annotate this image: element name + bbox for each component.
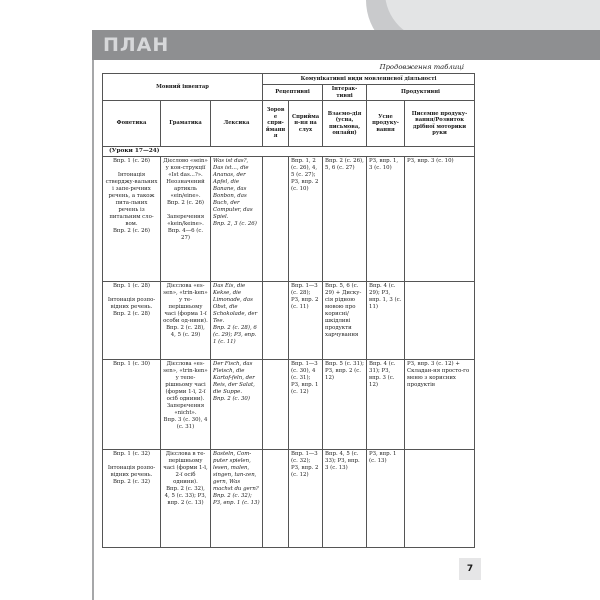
page-number: 7 <box>459 558 481 580</box>
header-interactive: Інтерак-тивні <box>323 85 367 101</box>
cell-lexis: Der Fisch, das Fleisch, die Kartof-feln, der Reis, der Salat, die Suppe. Впр. 2 (с. 30) <box>211 360 263 450</box>
cell-oral: РЗ, впр. 1, 3 (с. 10) <box>367 157 405 282</box>
cell-interaction: Впр. 2 (с. 26), 5, 6 (с. 27) <box>323 157 367 282</box>
table-row <box>103 282 475 360</box>
cell-grammar: Дієслова «es-sen», «trin-ken» у тепе-рішньому часі (форми 1-ї, 2-ї осіб однини). Заперечення «nicht». Впр. 3 (с. 30), 4 (с. 31) <box>161 360 211 450</box>
cell-lexis: Das Eis, die Kekse, die Limonade, das Obst, die Schokolade, der Tee. Впр. 2 (с. 28), 6 (с. 29); РЗ, впр. 1 (с. 11) <box>211 282 263 360</box>
cell-grammar: Дієслово «sein» у кон-струкції «Ist das...?». Неозначений артикль «ein/eine». Впр. 2 (с. 26) Заперечення «kein/keine». Впр. 4—6 (с. 27) <box>161 157 211 282</box>
cell-oral: РЗ, впр. 1 (с. 13) <box>367 450 405 548</box>
table-row <box>103 157 475 282</box>
cell-written <box>405 450 475 548</box>
cell-visual <box>263 157 289 282</box>
margin-line <box>92 60 94 600</box>
header-lexis: Лексика <box>211 101 263 147</box>
cell-grammar: Дієслова «es-sen», «trin-ken» у те-перішньому часі (форма 1-ї особи од-нини). Впр. 2 (с. 28), 4, 5 (с. 29) <box>161 282 211 360</box>
cell-listening: Впр. 1—3 (с. 28); РЗ, впр. 2 (с. 11) <box>289 282 323 360</box>
cell-interaction: Впр. 5, 6 (с. 29) + Диску-сія рідною мовою про корисні/ шкідливі продукти харчування <box>323 282 367 360</box>
cell-lexis: Basteln, Com-puter spielen, lesen, malen, singen, tan-zen, gern, Was machst du gern? Впр. 2 (с. 32); РЗ, впр. 1 (с. 13) <box>211 450 263 548</box>
header-visual: Зорове спри-ймання <box>263 101 289 147</box>
cell-written: РЗ, впр. 3 (с. 12) + Складан-ня просто-го меню з корисних продуктів <box>405 360 475 450</box>
cell-written <box>405 282 475 360</box>
lesson-plan-table <box>102 73 475 548</box>
cell-phonetics: Впр. 1 (с. 28) Інтонація розпо-відних речень. Впр. 2 (с. 28) <box>103 282 161 360</box>
cell-oral: Впр. 4 (с. 29); РЗ, впр. 1, 3 (с. 11) <box>367 282 405 360</box>
header-language-inventory: Мовний інвентар <box>103 74 263 101</box>
cell-written: РЗ, впр. 3 (с. 10) <box>405 157 475 282</box>
cell-listening: Впр. 1—3 (с. 32); РЗ, впр. 2 (с. 12) <box>289 450 323 548</box>
cell-phonetics: Впр. 1 (с. 26) Інтонація стверджу-вальних і запе-речних речень, а також пита-льних речень із питальним сло-вом. Впр. 2 (с. 26) <box>103 157 161 282</box>
lessons-range: (Уроки 17—24) <box>103 147 475 157</box>
header-listening: Сприйман-ня на слух <box>289 101 323 147</box>
table-row <box>103 360 475 450</box>
header-productive: Продуктивні <box>367 85 475 101</box>
header-oral: Усне продуку-вання <box>367 101 405 147</box>
header-receptive: Рецептивні <box>263 85 323 101</box>
cell-visual <box>263 282 289 360</box>
cell-interaction: Впр. 5 (с. 31); РЗ, впр. 2 (с. 12) <box>323 360 367 450</box>
cell-visual <box>263 450 289 548</box>
cell-interaction: Впр. 4, 5 (с. 33); РЗ, впр. 3 (с. 13) <box>323 450 367 548</box>
cell-oral: Впр. 4 (с. 31); РЗ, впр. 3 (с. 12) <box>367 360 405 450</box>
header-communicative-activities: Комунікативні види мовленнєвої діяльності <box>263 74 475 85</box>
cell-phonetics: Впр. 1 (с. 30) <box>103 360 161 450</box>
header-interaction: Взаємо-дія (усна, письмова, онлайн) <box>323 101 367 147</box>
header-written: Писемне продуку-вання/Розвиток дрібної моторики руки <box>405 101 475 147</box>
table-row <box>103 450 475 548</box>
header-grammar: Граматика <box>161 101 211 147</box>
header-phonetics: Фонетика <box>103 101 161 147</box>
cell-lexis: Was ist das?, Das ist..., die Ananas, der Apfel, die Banane, das Bonbon, das Buch, der Computer, das Spiel. Впр. 2, 3 (с. 26) <box>211 157 263 282</box>
cell-phonetics: Впр. 1 (с. 32) Інтонація розпо-відних речень. Впр. 2 (с. 32) <box>103 450 161 548</box>
cell-visual <box>263 360 289 450</box>
cell-listening: Впр. 1—3 (с. 30), 4 (с. 31); РЗ, впр. 1 (с. 12) <box>289 360 323 450</box>
page-title: ПЛАН <box>103 34 170 56</box>
continuation-note: Продовження таблиці <box>379 63 464 71</box>
cell-grammar: Дієслова в те-перішньому часі (форми 1-ї, 2-ї осіб однини). Впр. 2 (с. 32), 4, 5 (с. 33); РЗ, впр. 2 (с. 13) <box>161 450 211 548</box>
cell-listening: Впр. 1, 2 (с. 26), 4, 5 (с. 27); РЗ, впр. 2 (с. 10) <box>289 157 323 282</box>
